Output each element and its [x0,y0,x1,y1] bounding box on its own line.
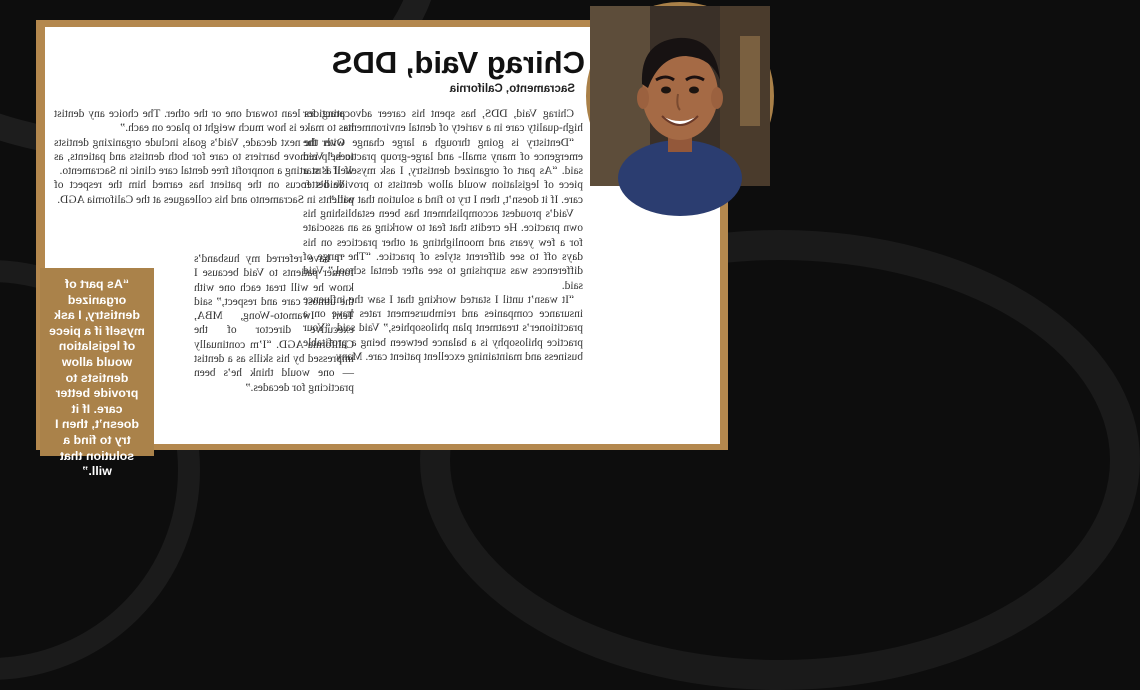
article-location: Sacramento, California [449,83,575,95]
article-title: Chirag Vaid, DDS [331,45,585,80]
paragraph: Vaid’s focus on the patient has earned him the respect of patients in Sacramento and his colleagues at the California AGD. [54,179,354,206]
paragraph: “Dentistry is going through a large change with the emergence of many small- and large-group practices,” Vaid said. “As part of organized dentistry, I ask myself if I’m a piece of legislation would allow dentists to provide better care. If it doesn’t, then I try to find a solution that will.” [303,136,583,206]
paragraph: Chirag Vaid, DDS, has spent his career advocating for high-quality care in a variety of dental environments. [303,108,583,135]
paragraph: Over the next decade, Vaid’s goals include organizing dentists to help remove barriers to care for both dentists and patients, as well as starting a nonprofit free dental care clinic in Sacramento. [54,136,354,178]
article-column-quote [194,252,354,395]
author-portrait [586,2,774,190]
pull-quote-text: “As part of organized dentistry, I ask myself if a piece of legislation would allow dentists to provide better care. If it doesn’t, then I try to find a solution that will.” [49,277,145,479]
pull-quote [40,268,154,479]
paragraph: “It wasn’t until I started working that I saw the influence insurance companies and reimbursement rates have on a practitioner’s treatment plan philosophies,” Vaid said. “Your practice philosophy is a balance between being a profitable business and maintaining excellent patient care. Many [303,293,583,364]
paragraph: Vaid’s proudest accomplishment has been establishing his own practice. He credits that feat to working as an associate for a few years and moonlighting at other practices on his days off to see different styles of practice. “The range of differences was surprising to see after dental school,” Vaid said. [303,208,583,292]
paragraph: practices lean toward one or the other. The choice any dentist has to make is how much weight to place on each.” [54,108,354,135]
paragraph: “I have referred my husband’s former patients to Vaid because I know he will treat each one with the utmost care and respect,” said Terri Iwamoto-Wong, MBA, executive director of the California AGD. “I’m continually impressed by his skills as a dentist — one would think he’s been practicing for decades.” [194,253,354,394]
article-column-right [54,107,354,207]
portrait-image [590,6,770,186]
